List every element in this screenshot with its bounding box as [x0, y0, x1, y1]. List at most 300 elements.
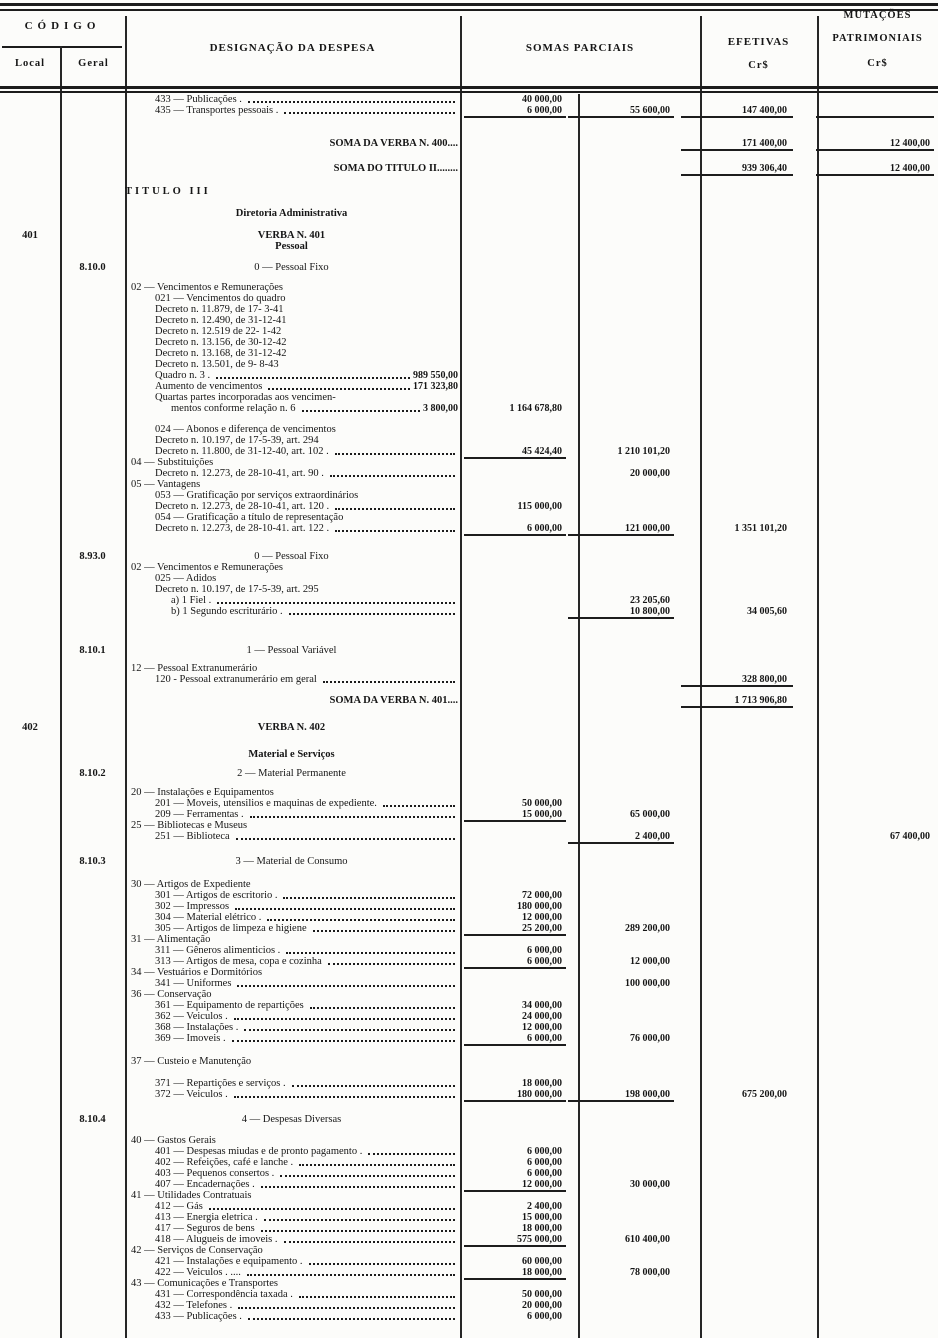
- geral-header: Geral: [78, 58, 109, 69]
- table-row: [0, 989, 938, 1000]
- heading-row: [0, 722, 938, 733]
- spacer-row: [0, 1100, 938, 1114]
- total-rule: [681, 149, 793, 151]
- amount-cell-mu: [817, 1256, 938, 1267]
- local-code-cell: [0, 293, 60, 304]
- amount-s1: 72 000,00: [522, 890, 562, 901]
- amount-cell-ef: [700, 722, 817, 733]
- table-row: [0, 820, 938, 831]
- amount-cell-s2: [578, 934, 700, 945]
- geral-code-cell: [60, 1300, 125, 1311]
- geral-code-cell: [60, 967, 125, 978]
- dot-leader: [235, 908, 455, 910]
- local-code-cell: [0, 138, 60, 149]
- amount-cell-ef: [700, 435, 817, 446]
- table-row: [0, 468, 938, 479]
- geral-code-cell: [60, 1234, 125, 1245]
- table-row: [0, 457, 938, 468]
- amount-cell-s1: [460, 1190, 578, 1201]
- dot-leader: [234, 1096, 455, 1098]
- amount-cell-s2: [578, 663, 700, 674]
- table-row: [0, 501, 938, 512]
- table-row: [0, 809, 938, 820]
- amount-cell-ef: [700, 856, 817, 867]
- designacao-cell: [125, 293, 460, 304]
- geral-code: 8.10.3: [79, 856, 106, 867]
- geral-code-cell: [60, 304, 125, 315]
- designacao-text: Decreto n. 13.501, de 9- 8-43: [155, 359, 279, 370]
- local-code-cell: [0, 457, 60, 468]
- geral-code-cell: [60, 551, 125, 562]
- amount-cell-s2: [578, 424, 700, 435]
- designacao-text: Diretoria Administrativa: [235, 208, 348, 219]
- amount-cell-mu: [817, 424, 938, 435]
- local-code-cell: [0, 163, 60, 174]
- amount-cell-ef: [700, 606, 817, 617]
- geral-code-cell: [60, 446, 125, 457]
- total-rule: [464, 116, 566, 118]
- table-row: [0, 403, 938, 414]
- designacao-text: 368 — Instalações .: [155, 1022, 239, 1033]
- table-row: [0, 1289, 938, 1300]
- amount-cell-ef: [700, 326, 817, 337]
- designacao-cell: [125, 1267, 460, 1278]
- amount-cell-ef: [700, 1212, 817, 1223]
- dot-leader: [302, 410, 421, 412]
- amount-cell-s1: [460, 1114, 578, 1125]
- local-code-cell: [0, 573, 60, 584]
- amount-cell-ef: [700, 879, 817, 890]
- amount-cell-mu: [817, 1201, 938, 1212]
- local-code-cell: [0, 831, 60, 842]
- geral-code-cell: [60, 923, 125, 934]
- local-code-cell: [0, 282, 60, 293]
- dot-leader: [328, 963, 455, 965]
- amount-cell-s2: [578, 645, 700, 656]
- local-code-cell: [0, 1212, 60, 1223]
- amount-cell-mu: [817, 392, 938, 403]
- designacao-text: Quartas partes incorporadas aos vencimen-: [155, 392, 336, 403]
- amount-s1: 6 000,00: [527, 1033, 562, 1044]
- amount-cell-ef: [700, 1300, 817, 1311]
- local-code-cell: [0, 1267, 60, 1278]
- amount-cell-s2: [578, 1256, 700, 1267]
- local-code-cell: [0, 1256, 60, 1267]
- amount-cell-mu: [817, 934, 938, 945]
- amount-cell-s1: [460, 359, 578, 370]
- amount-cell-mu: [817, 359, 938, 370]
- geral-code-cell: [60, 573, 125, 584]
- geral-code-cell: [60, 163, 125, 174]
- geral-code-cell: [60, 1223, 125, 1234]
- local-code-cell: [0, 722, 60, 733]
- amount-s1: 6 000,00: [527, 945, 562, 956]
- amount-cell-ef: [700, 457, 817, 468]
- dot-leader: [250, 816, 455, 818]
- local-code-cell: [0, 856, 60, 867]
- total-rule: [464, 1044, 566, 1046]
- dot-leader: [330, 475, 455, 477]
- amount-s1: 6 000,00: [527, 956, 562, 967]
- geral-code-cell: [60, 1146, 125, 1157]
- dot-leader: [286, 952, 455, 954]
- geral-code-cell: [60, 105, 125, 116]
- amount-cell-s2: [578, 945, 700, 956]
- amount-cell-s1: [460, 208, 578, 219]
- spacer-row: [0, 197, 938, 208]
- amount-cell-mu: [817, 912, 938, 923]
- amount-cell-ef: [700, 501, 817, 512]
- amount-cell-s1: [460, 1000, 578, 1011]
- geral-code-cell: [60, 1311, 125, 1322]
- table-row: [0, 1223, 938, 1234]
- table-row: [0, 282, 938, 293]
- amount-s1: 60 000,00: [522, 1256, 562, 1267]
- designacao-text: TITULO III: [125, 186, 211, 197]
- amount-cell-s2: [578, 606, 700, 617]
- heading-row: [0, 749, 938, 760]
- amount-s2: 610 400,00: [625, 1234, 670, 1245]
- designacao-cell: [125, 490, 460, 501]
- amount-cell-ef: [700, 293, 817, 304]
- designacao-cell: [125, 1114, 460, 1125]
- designacao-text: 341 — Uniformes: [155, 978, 232, 989]
- dot-leader: [310, 1007, 455, 1009]
- local-code-cell: [0, 424, 60, 435]
- amount-s2: 100 000,00: [625, 978, 670, 989]
- table-row: [0, 1245, 938, 1256]
- amount-cell-s1: [460, 381, 578, 392]
- designacao-text: 20 — Instalações e Equipamentos: [131, 787, 274, 798]
- table-row: [0, 573, 938, 584]
- table-row: [0, 435, 938, 446]
- amount-cell-ef: [700, 831, 817, 842]
- designacao-text: 403 — Pequenos consertos .: [155, 1168, 275, 1179]
- amount-cell-ef: [700, 989, 817, 1000]
- amount-cell-ef: [700, 768, 817, 779]
- table-row: [0, 446, 938, 457]
- local-code-cell: [0, 348, 60, 359]
- local-code-cell: [0, 1234, 60, 1245]
- table-row: [0, 1311, 938, 1322]
- amount-cell-ef: [700, 446, 817, 457]
- designacao-text: 422 — Veiculos . ....: [155, 1267, 241, 1278]
- designacao-cell: [125, 468, 460, 479]
- dot-leader: [248, 101, 455, 103]
- local-code-cell: [0, 945, 60, 956]
- designacao-text: 302 — Impressos: [155, 901, 230, 912]
- amount-cell-s2: [578, 978, 700, 989]
- designacao-cell: [125, 645, 460, 656]
- amount-cell-ef: [700, 1089, 817, 1100]
- table-row: [0, 890, 938, 901]
- amount-cell-mu: [817, 241, 938, 252]
- amount-cell-s2: [578, 230, 700, 241]
- amount-cell-s2: [578, 1089, 700, 1100]
- designacao-cell: [125, 551, 460, 562]
- amount-s1: 115 000,00: [517, 501, 562, 512]
- local-code-cell: [0, 674, 60, 685]
- designacao-text: VERBA N. 402: [257, 722, 326, 733]
- amount-cell-s1: [460, 282, 578, 293]
- designacao-cell: [125, 1089, 460, 1100]
- designacao-cell: [125, 831, 460, 842]
- amount-cell-s2: [578, 1135, 700, 1146]
- local-code-cell: [0, 695, 60, 706]
- amount-cell-s2: [578, 501, 700, 512]
- local-code-cell: [0, 1146, 60, 1157]
- table-row: [0, 1078, 938, 1089]
- amount-cell-s1: [460, 523, 578, 534]
- designacao-cell: [125, 435, 460, 446]
- amount-cell-s1: [460, 1223, 578, 1234]
- dot-leader: [244, 1029, 455, 1031]
- designacao-text: 40 — Gastos Gerais: [131, 1135, 216, 1146]
- local-code-cell: [0, 230, 60, 241]
- designacao-cell: [125, 1022, 460, 1033]
- heading-row: [0, 230, 938, 241]
- local-code-cell: [0, 967, 60, 978]
- local-code-cell: [0, 584, 60, 595]
- geral-code-cell: [60, 695, 125, 706]
- mutacoes-header-line1: MUTAÇÕES: [843, 10, 912, 21]
- local-code-cell: [0, 523, 60, 534]
- amount-s1: 6 000,00: [527, 1157, 562, 1168]
- total-rule: [464, 534, 566, 536]
- geral-code-cell: [60, 912, 125, 923]
- amount-cell-s2: [578, 1289, 700, 1300]
- local-code-cell: [0, 1135, 60, 1146]
- amount-cell-s1: [460, 403, 578, 414]
- designacao-text: 120 - Pessoal extranumerário em geral: [155, 674, 317, 685]
- geral-code-cell: [60, 890, 125, 901]
- amount-s1: 18 000,00: [522, 1078, 562, 1089]
- amount-cell-s1: [460, 695, 578, 706]
- spacer-row: [0, 706, 938, 722]
- dot-leader: [284, 1241, 456, 1243]
- geral-code-cell: [60, 315, 125, 326]
- designacao-cell: [125, 595, 460, 606]
- amount-cell-mu: [817, 645, 938, 656]
- amount-cell-s2: [578, 337, 700, 348]
- amount-cell-s2: [578, 768, 700, 779]
- local-code-cell: [0, 1223, 60, 1234]
- designacao-text: 0 — Pessoal Fixo: [254, 262, 329, 273]
- amount-ef: 147 400,00: [742, 105, 787, 116]
- geral-code-cell: [60, 1033, 125, 1044]
- designacao-text: 431 — Correspondência taxada .: [155, 1289, 293, 1300]
- amount-cell-s1: [460, 573, 578, 584]
- amount-cell-mu: [817, 163, 938, 174]
- designacao-text: 435 — Transportes pessoais .: [155, 105, 279, 116]
- designacao-cell: [125, 989, 460, 1000]
- dot-leader: [209, 1208, 455, 1210]
- geral-code-cell: [60, 1157, 125, 1168]
- amount-cell-mu: [817, 479, 938, 490]
- heading-row: [0, 1114, 938, 1125]
- table-row: [0, 512, 938, 523]
- dot-leader: [280, 1175, 455, 1177]
- amount-cell-s2: [578, 359, 700, 370]
- amount-cell-ef: [700, 890, 817, 901]
- designacao-cell: [125, 912, 460, 923]
- geral-code-cell: [60, 186, 125, 197]
- amount-cell-ef: [700, 1011, 817, 1022]
- amount-cell-ef: [700, 663, 817, 674]
- geral-code-cell: [60, 208, 125, 219]
- amount-cell-ef: [700, 674, 817, 685]
- spacer-row: [0, 414, 938, 424]
- designacao-cell: [125, 501, 460, 512]
- geral-code-cell: [60, 282, 125, 293]
- amount-cell-ef: [700, 1022, 817, 1033]
- designacao-text: Decreto n. 12.273, de 28-10-41, art. 120 .: [155, 501, 330, 512]
- spacer-row: [0, 617, 938, 645]
- geral-code-cell: [60, 392, 125, 403]
- amount-ef: 171 400,00: [742, 138, 787, 149]
- amount-cell-ef: [700, 163, 817, 174]
- amount-cell-mu: [817, 787, 938, 798]
- designacao-text: 1 — Pessoal Variável: [246, 645, 337, 656]
- amount-cell-ef: [700, 787, 817, 798]
- amount-cell-s2: [578, 262, 700, 273]
- amount-cell-mu: [817, 304, 938, 315]
- amount-cell-s1: [460, 1022, 578, 1033]
- designacao-cell: [125, 348, 460, 359]
- designacao-text: 311 — Gêneros alimenticios .: [155, 945, 281, 956]
- table-row: [0, 1256, 938, 1267]
- amount-cell-mu: [817, 1289, 938, 1300]
- designacao-cell: [125, 138, 460, 149]
- designacao-cell: [125, 424, 460, 435]
- geral-code-cell: [60, 1168, 125, 1179]
- geral-code-cell: [60, 1245, 125, 1256]
- designacao-cell: [125, 359, 460, 370]
- amount-s2: 2 400,00: [635, 831, 670, 842]
- table-row: [0, 381, 938, 392]
- total-rule: [568, 1100, 674, 1102]
- table-row: [0, 1212, 938, 1223]
- designacao-cell: [125, 1223, 460, 1234]
- header-rule-2: [0, 91, 938, 93]
- amount-cell-ef: [700, 934, 817, 945]
- amount-cell-mu: [817, 293, 938, 304]
- amount-cell-s1: [460, 1089, 578, 1100]
- amount-s1: 50 000,00: [522, 1289, 562, 1300]
- amount-cell-ef: [700, 262, 817, 273]
- designacao-text: 407 — Encadernações .: [155, 1179, 255, 1190]
- spacer-row: [0, 779, 938, 787]
- amount-cell-ef: [700, 1201, 817, 1212]
- designacao-text: 43 — Comunicações e Transportes: [131, 1278, 278, 1289]
- top-rule-2: [0, 9, 938, 11]
- designacao-cell: [125, 446, 460, 457]
- dot-leader: [237, 985, 455, 987]
- table-row: [0, 912, 938, 923]
- amount-cell-ef: [700, 479, 817, 490]
- amount-cell-mu: [817, 1245, 938, 1256]
- designacao-cell: [125, 479, 460, 490]
- geral-code-cell: [60, 457, 125, 468]
- designacao-cell: [125, 606, 460, 617]
- amount-cell-s1: [460, 230, 578, 241]
- spacer-row: [0, 219, 938, 230]
- amount-cell-s1: [460, 674, 578, 685]
- amount-s1: 6 000,00: [527, 1146, 562, 1157]
- local-code-cell: [0, 1078, 60, 1089]
- designacao-text: 372 — Veiculos .: [155, 1089, 228, 1100]
- total-rule: [568, 534, 674, 536]
- geral-code-cell: [60, 1289, 125, 1300]
- designacao-text: Decreto n. 12.519 de 22- 1-42: [155, 326, 282, 337]
- geral-code-cell: [60, 1278, 125, 1289]
- local-code-cell: [0, 934, 60, 945]
- amount-cell-s1: [460, 293, 578, 304]
- amount-s2: 20 000,00: [630, 468, 670, 479]
- amount-cell-mu: [817, 1089, 938, 1100]
- amount-cell-ef: [700, 1278, 817, 1289]
- amount-cell-s2: [578, 479, 700, 490]
- geral-code-cell: [60, 768, 125, 779]
- amount-cell-s1: [460, 315, 578, 326]
- designacao-text: Decreto n. 13.168, de 31-12-42: [155, 348, 287, 359]
- table-row: [0, 1300, 938, 1311]
- table-row: [0, 967, 938, 978]
- local-code-cell: [0, 1011, 60, 1022]
- amount-s1: 575 000,00: [517, 1234, 562, 1245]
- dot-leader: [292, 1085, 455, 1087]
- designacao-cell: [125, 967, 460, 978]
- local-code-cell: [0, 606, 60, 617]
- local-code-cell: [0, 1245, 60, 1256]
- amount-cell-s2: [578, 304, 700, 315]
- designacao-cell: [125, 820, 460, 831]
- designacao-cell: [125, 1179, 460, 1190]
- amount-cell-s1: [460, 1168, 578, 1179]
- local-code-cell: [0, 1168, 60, 1179]
- amount-cell-mu: [817, 768, 938, 779]
- designacao-text: 02 — Vencimentos e Remunerações: [131, 562, 284, 573]
- local-code-cell: [0, 446, 60, 457]
- amount-s1: 18 000,00: [522, 1223, 562, 1234]
- designacao-cell: [125, 403, 460, 414]
- amount-s2: 1 210 101,20: [617, 446, 670, 457]
- top-rule-1: [0, 3, 938, 6]
- designacao-cell: [125, 1146, 460, 1157]
- geral-code-cell: [60, 879, 125, 890]
- local-code-cell: [0, 490, 60, 501]
- designacao-text: 201 — Moveis, utensilios e maquinas de expediente.: [155, 798, 377, 809]
- designacao-text: Decreto n. 11.800, de 31-12-40, art. 102 .: [155, 446, 329, 457]
- amount-cell-s1: [460, 138, 578, 149]
- table-row: [0, 945, 938, 956]
- amount-cell-mu: [817, 989, 938, 1000]
- local-code-cell: [0, 1278, 60, 1289]
- total-rule: [568, 842, 674, 844]
- amount-cell-mu: [817, 446, 938, 457]
- amount-cell-s1: [460, 989, 578, 1000]
- table-row: [0, 304, 938, 315]
- amount-s1: 50 000,00: [522, 798, 562, 809]
- table-row: [0, 934, 938, 945]
- amount-cell-s2: [578, 138, 700, 149]
- local-code-cell: [0, 392, 60, 403]
- designacao-cell: [125, 381, 460, 392]
- amount-cell-s1: [460, 923, 578, 934]
- amount-cell-s2: [578, 573, 700, 584]
- amount-cell-ef: [700, 820, 817, 831]
- designacao-text: 31 — Alimentação: [131, 934, 211, 945]
